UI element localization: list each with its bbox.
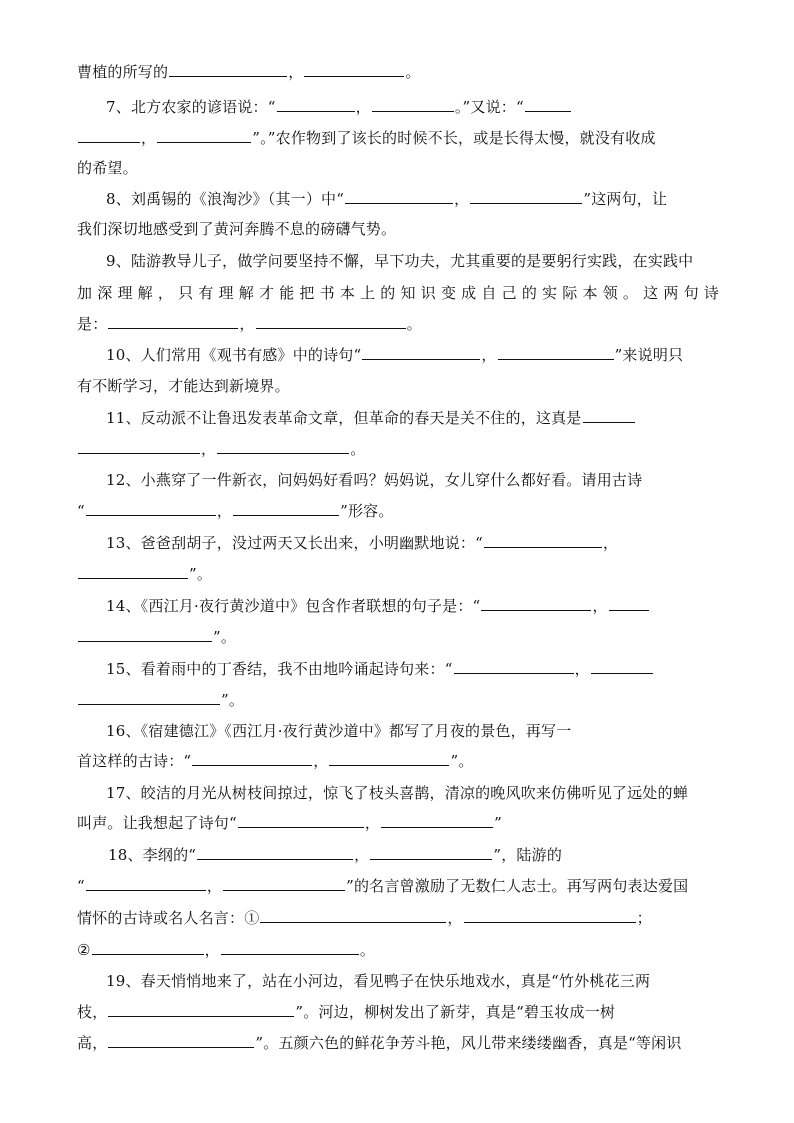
text: ， [313,752,329,770]
text: 曹植的所写的 [77,63,169,81]
text: 18、李纲的“ [108,846,197,864]
text: 是： [77,315,108,333]
answer-blank[interactable] [498,345,614,360]
answer-blank[interactable] [525,97,571,112]
q8-line2 [77,219,719,239]
answer-blank[interactable] [78,128,140,143]
answer-blank[interactable] [221,940,359,955]
q11-line2 [77,439,719,459]
text: 。 [406,315,422,333]
answer-blank[interactable] [591,659,653,674]
text: 。 [359,941,376,959]
q12-line2 [77,501,719,521]
text: ”。 [189,565,213,583]
answer-blank[interactable] [217,439,349,454]
text: ， [216,502,233,520]
answer-blank[interactable] [372,97,454,112]
q7-line3 [77,158,719,178]
text: ， [454,190,470,208]
answer-blank[interactable] [256,314,406,329]
q9-line2 [77,283,719,303]
answer-blank[interactable] [108,314,238,329]
answer-blank[interactable] [169,62,287,77]
answer-blank[interactable] [454,659,574,674]
text: ， [354,846,370,864]
answer-blank[interactable] [78,690,220,705]
text: 首这样的古诗：“ [77,752,192,770]
text: ， [447,909,463,927]
answer-blank[interactable] [86,501,216,516]
q9-line1 [106,251,719,271]
answer-blank[interactable] [238,813,364,828]
text: ”，陆游的 [493,846,563,864]
text: ， [592,597,608,615]
answer-blank[interactable] [233,501,339,516]
text: ”。五颜六色的鲜花争芳斗艳，风儿带来缕缕幽香，真是“等闲识 [255,1034,682,1052]
text: 7、北方农家的谚语说：“ [106,98,276,116]
text: 8、刘禹锡的《浪淘沙》（其一）中“ [106,190,345,208]
answer-blank[interactable] [78,439,200,454]
q15-line1 [106,659,748,679]
q19-line3 [77,1033,719,1053]
q9-line3 [77,314,719,334]
text: ”来说明只 [614,346,684,364]
text: 15、看着雨中的丁香结，我不由地吟诵起诗句来：“ [106,660,453,678]
answer-blank[interactable] [609,596,649,611]
text: ”这两句，让 [583,190,668,208]
answer-blank[interactable] [78,564,188,579]
q18-line1 [108,845,750,865]
q19-line1 [106,971,748,991]
q18-line3 [77,908,719,928]
text: ② [77,941,91,959]
answer-blank[interactable] [481,596,591,611]
text: ， [201,440,217,458]
answer-blank[interactable] [329,751,449,766]
text: ”。”农作物到了该长的时候不长，或是长得太慢，就没有收成 [252,129,656,147]
text: 。 [405,63,421,81]
q16-line1 [106,721,748,741]
q13-line2 [77,564,719,584]
text: 19、春天悄悄地来了，站在小河边，看见鸭子在快乐地戏水，真是“竹外桃花三两 [106,972,651,990]
q12-line1 [106,470,748,490]
answer-blank[interactable] [78,627,212,642]
q15-line2 [77,690,719,710]
answer-blank[interactable] [157,128,251,143]
answer-blank[interactable] [345,189,453,204]
q6-continuation [77,62,719,82]
answer-blank[interactable] [484,533,602,548]
text: 11、反动派不让鲁迅发表革命文章，但革命的春天是关不住的，这真是 [106,409,582,427]
answer-blank[interactable] [92,940,204,955]
text: ， [364,814,381,832]
text: ”形容。 [340,502,394,520]
text: “ [77,877,85,895]
q10-line1 [106,345,748,365]
text: ， [206,877,223,895]
q8-line1 [106,189,748,209]
text: “ [77,502,85,520]
answer-blank[interactable] [260,908,446,923]
q19-line2 [77,1002,719,1022]
answer-blank[interactable] [304,62,404,77]
text: 17、皎洁的月光从树枝间掠过，惊飞了枝头喜鹊，清凉的晚风吹来仿佛听见了远处的蝉 [106,784,688,802]
answer-blank[interactable] [583,408,635,423]
q10-line2 [77,376,719,396]
answer-blank[interactable] [362,345,480,360]
text: ”的名言曾激励了无数仁人志士。再写两句表达爱国 [346,877,689,895]
answer-blank[interactable] [108,1033,254,1048]
text: ， [239,315,255,333]
text: ” [494,814,502,832]
text: ， [355,98,371,116]
text: 高， [77,1034,108,1052]
text: ， [574,660,590,678]
answer-blank[interactable] [192,751,312,766]
q13-line1 [106,533,748,553]
q14-line2 [77,627,719,647]
text: ； [636,909,652,927]
answer-blank[interactable] [464,908,636,923]
text: ， [204,941,220,959]
text: ， [141,129,157,147]
answer-blank[interactable] [108,1002,294,1017]
q17-line1 [106,783,719,803]
text: 枝， [77,1003,108,1021]
text: 有不断学习，才能达到新境界。 [77,377,290,395]
q14-line1 [106,596,748,616]
q18-line2 [77,876,719,896]
text: ， [602,534,619,552]
text: 情怀的古诗或名人名言：① [77,909,260,927]
text: 16、《宿建德江》《西江月·夜行黄沙道中》都写了月夜的景色，再写一 [106,722,572,740]
q17-line2 [77,813,719,833]
text: 。 [350,440,366,458]
q18-line4 [77,940,719,960]
text: 14、《西江月·夜行黄沙道中》包含作者联想的句子是：“ [106,597,481,615]
answer-blank[interactable] [370,845,492,860]
text: ， [481,346,497,364]
q11-line1 [106,408,748,428]
text: 我们深切地感受到了黄河奔腾不息的磅礴气势。 [77,220,397,238]
answer-blank[interactable] [277,97,355,112]
answer-blank[interactable] [223,876,345,891]
answer-blank[interactable] [381,813,493,828]
text: ， [288,63,304,81]
q7-line1 [106,97,748,117]
text: 叫声。让我想起了诗句“ [77,814,237,832]
text: 10、人们常用《观书有感》中的诗句“ [106,346,362,364]
text: ”。 [213,628,237,646]
q16-line2 [77,751,719,771]
answer-blank[interactable] [197,845,353,860]
text: ”。 [450,752,474,770]
text: ”。河边，柳树发出了新芽，真是“碧玉妆成一树 [295,1003,616,1021]
answer-blank[interactable] [86,876,206,891]
text: ”。 [221,691,245,709]
text: 9、陆游教导儿子，做学问要坚持不懈，早下功夫，尤其重要的是要躬行实践，在实践中 [106,252,694,270]
text: 的希望。 [77,159,138,177]
text: 。”又说：“ [454,98,524,116]
text: 加深理解，只有理解才能把书本上的知识变成自己的实际本领。这两句诗 [77,284,719,302]
text: 13、爸爸刮胡子，没过两天又长出来，小明幽默地说：“ [106,534,483,552]
q7-line2 [77,128,719,148]
answer-blank[interactable] [470,189,582,204]
text: 12、小燕穿了一件新衣，问妈妈好看吗？妈妈说，女儿穿什么都好看。请用古诗 [106,471,643,489]
